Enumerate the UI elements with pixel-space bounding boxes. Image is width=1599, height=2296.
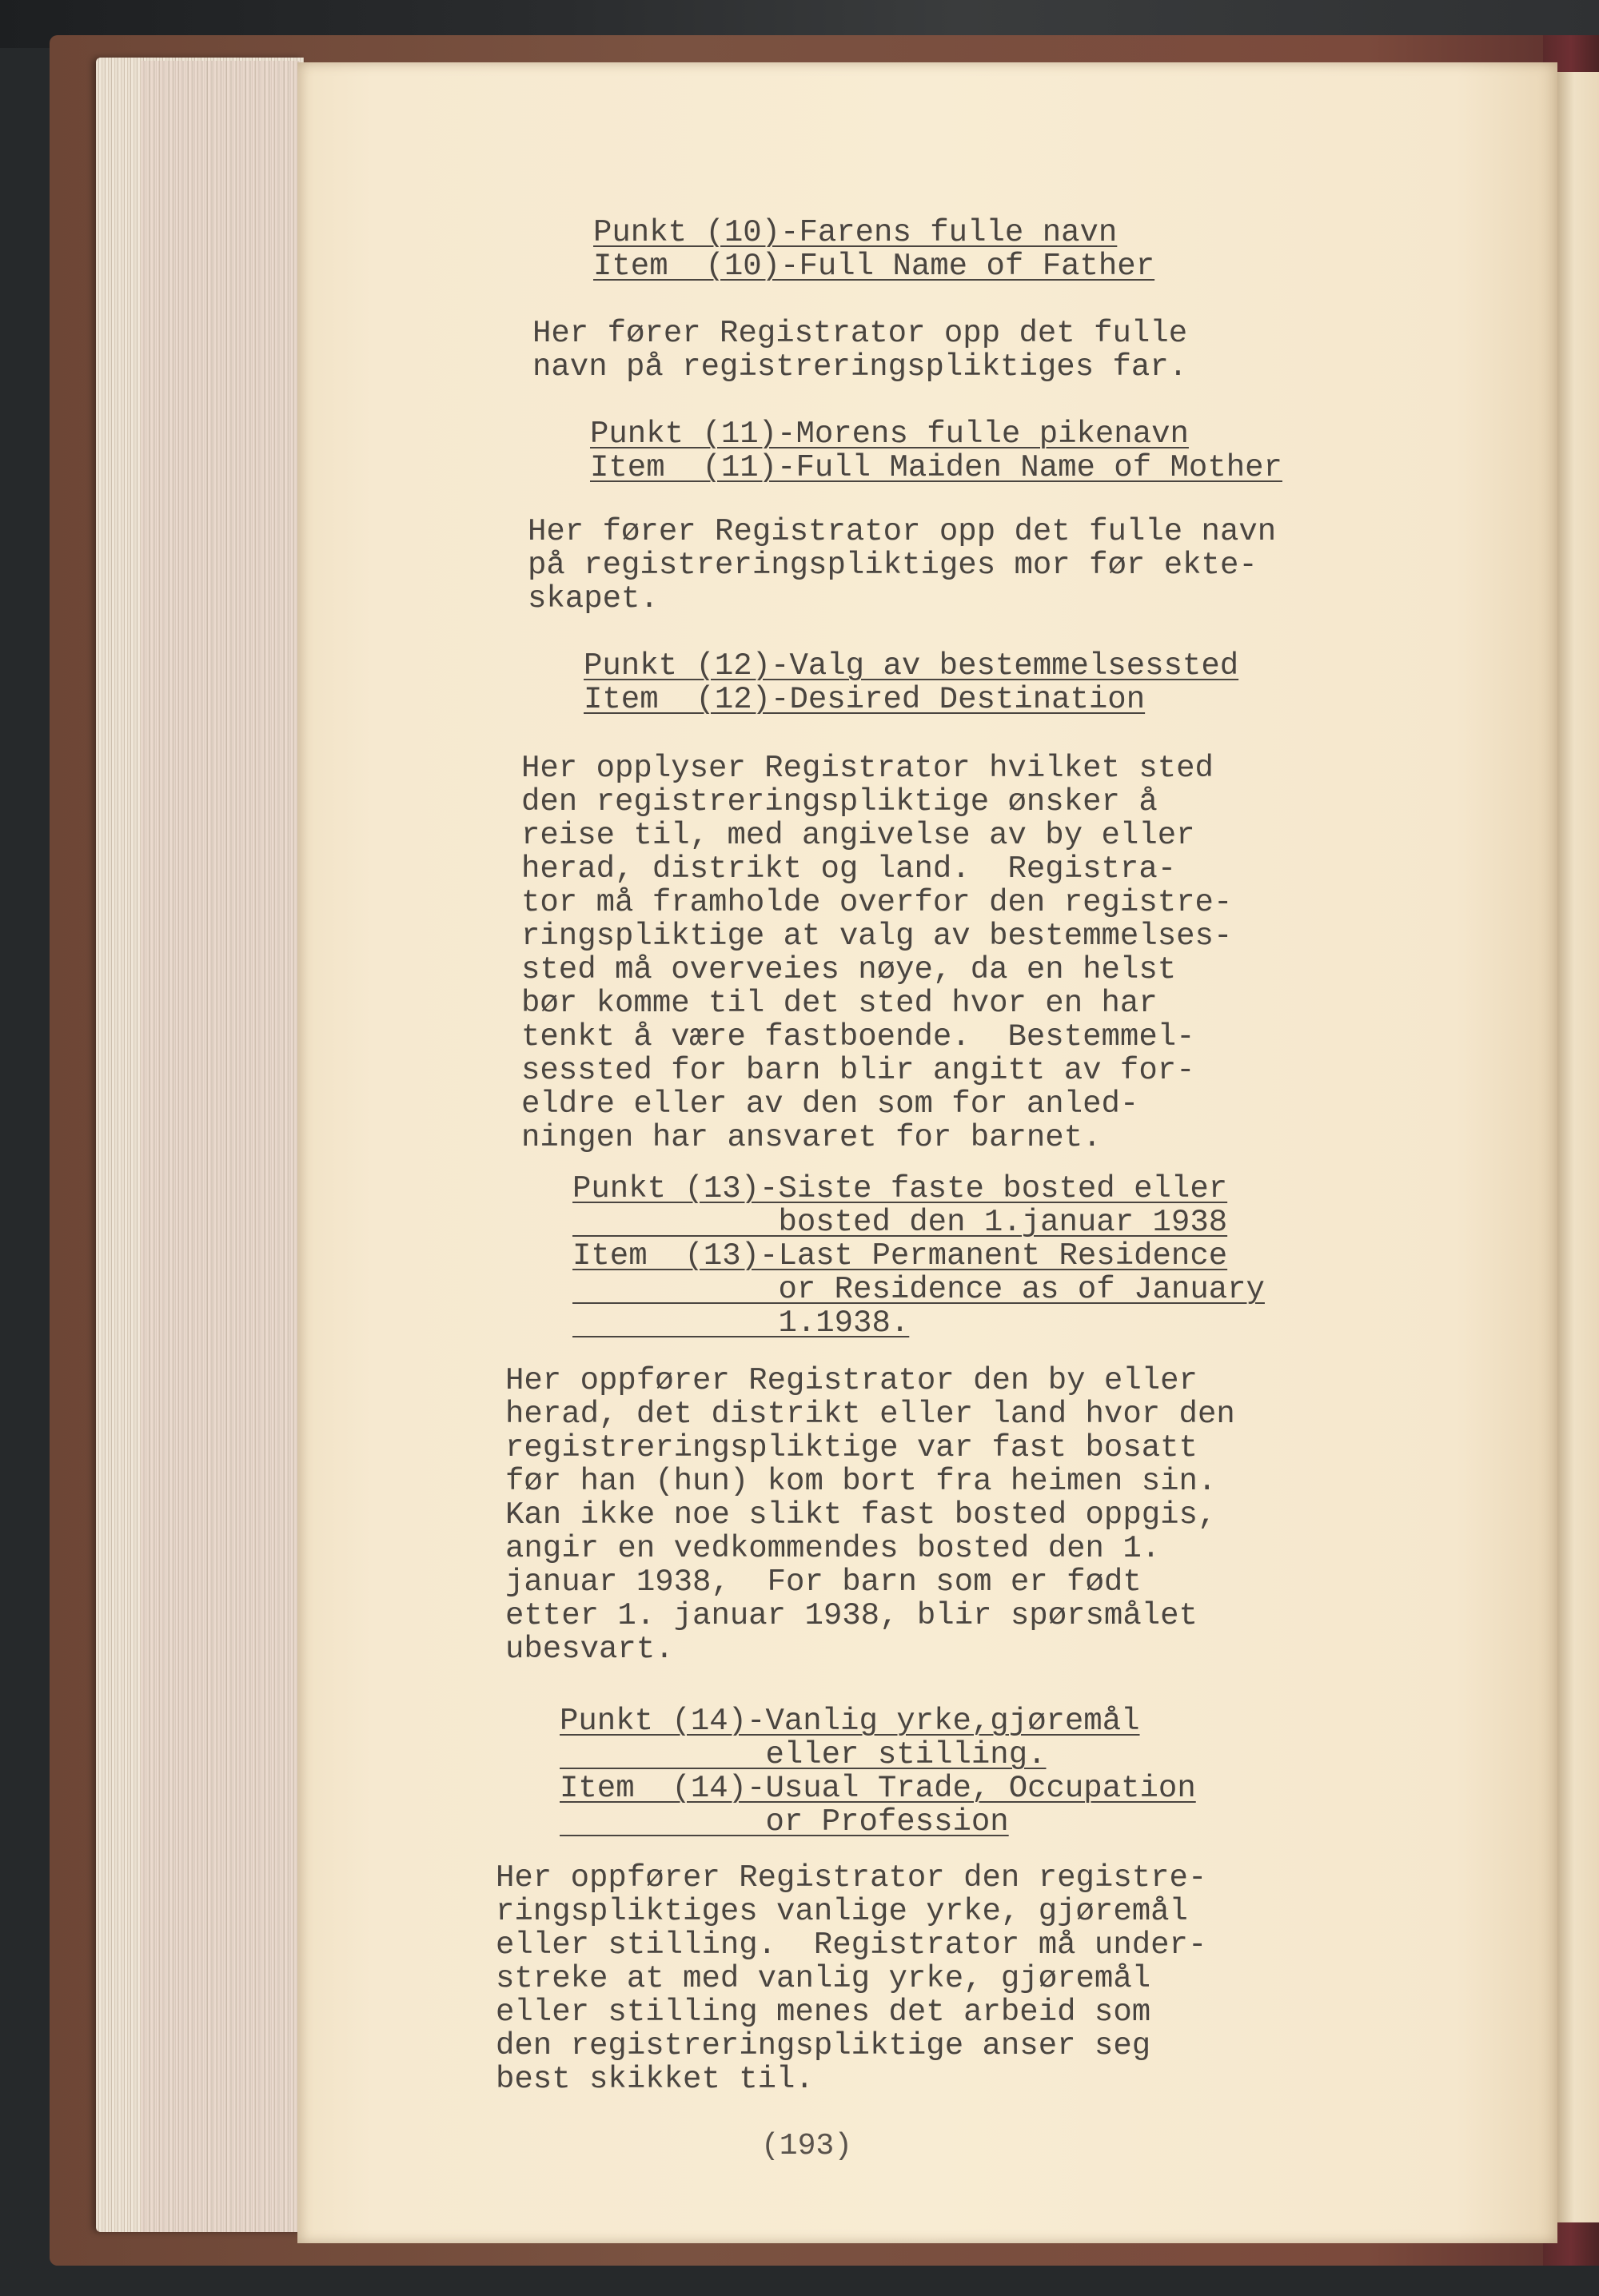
body-line: den registreringspliktige anser seg (496, 2028, 1151, 2063)
body-line: Kan ikke noe slikt fast bosted oppgis, (505, 1497, 1217, 1533)
section-14-body (496, 1861, 1206, 2096)
section-13-heading (572, 1172, 1265, 1340)
body-line: ubesvart. (505, 1632, 674, 1667)
body-line: Her oppfører Registrator den by eller (505, 1363, 1198, 1398)
body-line: herad, distrikt og land. Registra- (521, 851, 1177, 887)
heading-line: Item (10)-Full Name of Father (593, 249, 1155, 284)
body-line: reise til, med angivelse av by eller (521, 818, 1195, 853)
heading-line: Item (14)-Usual Trade, Occupation (560, 1771, 1196, 1806)
body-line: Her opplyser Registrator hvilket sted (521, 751, 1214, 786)
heading-line: Item (13)-Last Permanent Residence (572, 1238, 1228, 1274)
heading-line: Punkt (12)-Valg av bestemmelsessted (584, 648, 1239, 684)
body-line: Her fører Registrator opp det fulle (532, 316, 1188, 351)
heading-line: Punkt (13)-Siste faste bosted eller (572, 1171, 1228, 1206)
body-line: ningen har ansvaret for barnet. (521, 1120, 1102, 1155)
page-number: (193) (761, 2129, 853, 2163)
body-line: etter 1. januar 1938, blir spørsmålet (505, 1598, 1198, 1633)
body-line: ringspliktiges vanlige yrke, gjøremål (496, 1894, 1188, 1929)
heading-line: 1.1938. (572, 1305, 910, 1341)
next-page-edge (1557, 72, 1599, 2222)
body-line: eldre eller av den som for anled- (521, 1086, 1139, 1122)
heading-line: Punkt (11)-Morens fulle pikenavn (590, 417, 1189, 452)
body-line: den registreringspliktige ønsker å (521, 784, 1158, 819)
heading-line: Punkt (14)-Vanlig yrke,gjøremål (560, 1704, 1140, 1739)
body-line: tor må framholde overfor den registre- (521, 885, 1233, 920)
section-11-body (528, 515, 1276, 616)
heading-line: eller stilling. (560, 1737, 1047, 1772)
section-10-body (532, 317, 1187, 384)
section-10-heading (593, 216, 1154, 283)
body-line: skapet. (528, 581, 659, 616)
body-line: sted må overveies nøye, da en helst (521, 952, 1177, 987)
body-line: januar 1938, For barn som er født (505, 1565, 1142, 1600)
heading-line: Item (12)-Desired Destination (584, 682, 1146, 717)
body-line: på registreringspliktiges mor før ekte- (528, 548, 1258, 583)
heading-line: Punkt (10)-Farens fulle navn (593, 215, 1118, 250)
heading-line: bosted den 1.januar 1938 (572, 1205, 1228, 1240)
section-12-body (521, 751, 1232, 1154)
body-line: før han (hun) kom bort fra heimen sin. (505, 1464, 1217, 1499)
body-line: Her fører Registrator opp det fulle navn (528, 514, 1277, 549)
page-stack-shade (141, 61, 301, 2232)
heading-line: or Residence as of January (572, 1272, 1265, 1307)
body-line: sessted for barn blir angitt av for- (521, 1053, 1195, 1088)
section-12-heading (584, 649, 1238, 716)
body-line: eller stilling. Registrator må under- (496, 1927, 1207, 1963)
body-line: registreringspliktige var fast bosatt (505, 1430, 1198, 1465)
body-line: best skikket til. (496, 2062, 814, 2097)
body-line: eller stilling menes det arbeid som (496, 1995, 1151, 2030)
body-line: angir en vedkommendes bosted den 1. (505, 1531, 1161, 1566)
body-line: Her oppfører Registrator den registre- (496, 1860, 1207, 1895)
section-11-heading (590, 417, 1282, 484)
section-13-body (505, 1364, 1235, 1666)
body-line: herad, det distrikt eller land hvor den (505, 1397, 1235, 1432)
heading-line: Item (11)-Full Maiden Name of Mother (590, 450, 1282, 485)
section-14-heading (560, 1704, 1196, 1839)
body-line: navn på registreringspliktiges far. (532, 349, 1188, 385)
body-line: bør komme til det sted hvor en har (521, 986, 1158, 1021)
body-line: tenkt å være fastboende. Bestemmel- (521, 1019, 1195, 1054)
body-line: ringspliktige at valg av bestemmelses- (521, 919, 1233, 954)
heading-line: or Profession (560, 1804, 1009, 1840)
body-line: streke at med vanlig yrke, gjøremål (496, 1961, 1151, 1996)
